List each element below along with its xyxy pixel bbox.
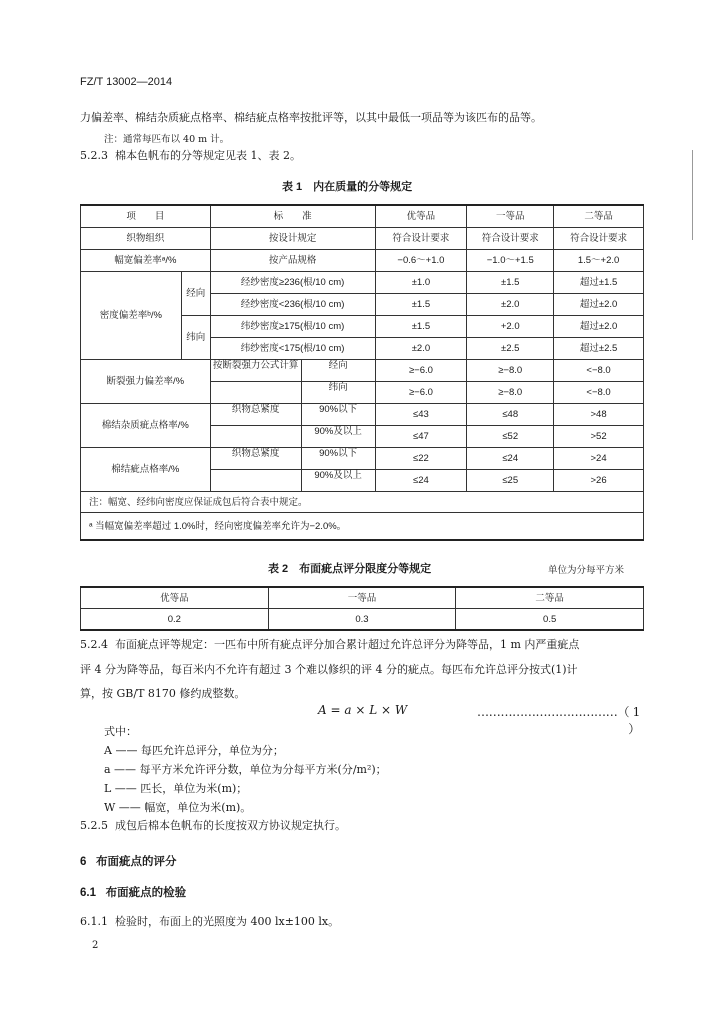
cell-standard-split — [210, 404, 375, 426]
col-header-first: 一等品 — [268, 587, 456, 609]
clause-text: 成包后棉本色帆布的长度按双方协议规定执行。 — [115, 819, 346, 832]
cell-standard-split — [210, 448, 375, 470]
cell-first: ≤24 — [467, 448, 554, 470]
cell-first: ≥−8.0 — [467, 360, 554, 382]
col-header-second: 二等品 — [456, 587, 644, 609]
formula: A = a × L × W — [318, 703, 408, 717]
col-header-first: 一等品 — [467, 205, 554, 228]
cell-standard: 按产品规格 — [210, 250, 375, 272]
cell-superior: ±2.0 — [375, 338, 467, 360]
col-header-standard: 标 准 — [210, 205, 375, 228]
cell-superior: ≤22 — [375, 448, 467, 470]
table2 — [80, 586, 644, 631]
col-header-superior: 优等品 — [81, 587, 269, 609]
cell-second: 1.5～+2.0 — [554, 250, 644, 272]
col-header-second: 二等品 — [554, 205, 644, 228]
cell-second: <−8.0 — [554, 360, 644, 382]
cell-first: ±2.5 — [467, 338, 554, 360]
formula-def-a: a —— 每平方米允许评分数，单位为分每平方米(分/m²)； — [104, 763, 387, 776]
standard-id: FZ/T 13002—2014 — [80, 76, 173, 88]
cell-second: 超过±2.0 — [554, 294, 644, 316]
cell-second: 超过±1.5 — [554, 272, 644, 294]
formula-number: ………………………………（ 1 ） — [477, 705, 640, 736]
row-label-fabric: 织物组织 — [81, 228, 211, 250]
table2-caption: 表 2 布面疵点评分限度分等规定 — [268, 563, 432, 575]
clause-text: 检验时，布面上的光照度为 400 lx±100 lx。 — [115, 915, 340, 928]
sub-label-weft: 纬向 — [181, 316, 210, 360]
cell-standard: 纬纱密度≥175(根/10 cm) — [210, 316, 375, 338]
cell-second: <−8.0 — [554, 382, 644, 404]
intro-line: 力偏差率、棉结杂质疵点格率、棉结疵点格率按批评等，以其中最低一项品等为该匹布的品等。 — [80, 111, 542, 124]
sub-label-warp: 经向 — [181, 272, 210, 316]
cell-standard-split — [210, 426, 375, 448]
section-6-heading — [80, 853, 177, 869]
cell-second: 0.5 — [456, 609, 644, 631]
table1-caption: 表 1 内在质量的分等规定 — [282, 181, 413, 193]
clause-text: 棉本色帆布的分等规定见表 1、表 2。 — [115, 149, 301, 162]
cell-first: ±1.5 — [467, 272, 554, 294]
page-number: 2 — [92, 940, 99, 951]
table1-footnote: ᵃ 当幅宽偏差率超过 1.0%时，经向密度偏差率允许为−2.0%。 — [81, 513, 644, 541]
formula-def-L: L —— 匹长，单位为米(m)； — [104, 782, 248, 795]
cell-superior: ±1.5 — [375, 294, 467, 316]
clause-5-2-5 — [80, 818, 346, 833]
cell-superior: 符合设计要求 — [375, 228, 467, 250]
section-number: 6 — [80, 856, 87, 868]
cell-condition: 90%及以上 — [314, 426, 362, 437]
section-title: 布面疵点的评分 — [96, 856, 177, 868]
cell-first: ≤52 — [467, 426, 554, 448]
row-label-strength: 断裂强力偏差率/% — [81, 360, 211, 404]
cell-first: 0.3 — [268, 609, 456, 631]
table2-unit: 单位为分每平方米 — [548, 565, 625, 576]
cell-first: ≤48 — [467, 404, 554, 426]
cell-superior: ±1.0 — [375, 272, 467, 294]
clause-number: 5.2.4 — [80, 638, 108, 651]
cell-second: >52 — [554, 426, 644, 448]
cell-direction: 经向 — [328, 360, 348, 371]
clause-text: 布面疵点评等规定：一匹布中所有疵点评分加合累计超过允许总评分为降等品，1 m 内严重疵点 — [115, 638, 580, 651]
cell-first: +2.0 — [467, 316, 554, 338]
cell-superior: ≤47 — [375, 426, 467, 448]
intro-note: 注：通常每匹布以 40 m 计。 — [104, 134, 230, 145]
clause-5-2-3 — [80, 148, 301, 163]
col-header-superior: 优等品 — [375, 205, 467, 228]
formula-def-A: A —— 每匹允许总评分，单位为分； — [104, 744, 284, 757]
cell-second: >48 — [554, 404, 644, 426]
cell-standard-method: 按断裂强力公式计算 — [211, 360, 302, 381]
clause-5-2-4-line2: 评 4 分为降等品，每百米内不允许有超过 3 个难以修织的评 4 分的疵点。每匹布允许总评分按式(1)计 — [80, 663, 578, 676]
clause-6-1-1 — [80, 914, 339, 929]
clause-number: 5.2.3 — [80, 149, 108, 162]
row-label-density: 密度偏差率ᵇ/% — [81, 272, 182, 360]
cell-first: ±2.0 — [467, 294, 554, 316]
formula-where: 式中： — [104, 725, 137, 738]
cell-standard-tightness: 织物总紧度 — [211, 448, 302, 469]
cell-standard-tightness: 织物总紧度 — [211, 404, 302, 425]
cell-superior: 0.2 — [81, 609, 269, 631]
cell-condition: 90%以下 — [319, 404, 358, 415]
cell-second: 超过±2.5 — [554, 338, 644, 360]
cell-second: 超过±2.0 — [554, 316, 644, 338]
clause-5-2-4-line3: 算，按 GB/T 8170 修约成整数。 — [80, 687, 246, 700]
cell-second: 符合设计要求 — [554, 228, 644, 250]
col-header-item: 项 目 — [81, 205, 211, 228]
cell-standard: 经纱密度≥236(根/10 cm) — [210, 272, 375, 294]
cell-first: 符合设计要求 — [467, 228, 554, 250]
cell-condition: 90%以下 — [319, 448, 358, 459]
formula-def-W: W —— 幅宽，单位为米(m)。 — [104, 801, 252, 814]
cell-second: >24 — [554, 448, 644, 470]
row-label-neps: 棉结疵点格率/% — [81, 448, 211, 492]
cell-standard-split — [210, 470, 375, 492]
section-number: 6.1 — [80, 887, 96, 899]
cell-first: ≥−8.0 — [467, 382, 554, 404]
cell-standard-split — [210, 382, 375, 404]
section-title: 布面疵点的检验 — [105, 887, 187, 899]
row-label-width: 幅宽偏差率ᵃ/% — [81, 250, 211, 272]
cell-standard: 经纱密度<236(根/10 cm) — [210, 294, 375, 316]
clause-number: 6.1.1 — [80, 915, 108, 928]
row-label-neps-impurity: 棉结杂质疵点格率/% — [81, 404, 211, 448]
clause-5-2-4-line1 — [80, 637, 579, 652]
cell-superior: ≥−6.0 — [375, 360, 467, 382]
cell-superior: −0.6～+1.0 — [375, 250, 467, 272]
scan-artifact-line — [692, 150, 693, 240]
cell-second: >26 — [554, 470, 644, 492]
table1-note: 注：幅宽、经纬向密度应保证成包后符合表中规定。 — [81, 492, 644, 513]
cell-standard-split — [210, 360, 375, 382]
section-6-1-heading — [80, 884, 186, 900]
cell-superior: ≤24 — [375, 470, 467, 492]
cell-direction: 纬向 — [328, 382, 348, 393]
cell-superior: ±1.5 — [375, 316, 467, 338]
cell-condition: 90%及以上 — [314, 470, 362, 481]
cell-standard: 按设计规定 — [210, 228, 375, 250]
table1 — [80, 204, 644, 541]
cell-standard: 纬纱密度<175(根/10 cm) — [210, 338, 375, 360]
clause-number: 5.2.5 — [80, 819, 108, 832]
cell-first: −1.0～+1.5 — [467, 250, 554, 272]
cell-superior: ≤43 — [375, 404, 467, 426]
cell-superior: ≥−6.0 — [375, 382, 467, 404]
cell-first: ≤25 — [467, 470, 554, 492]
